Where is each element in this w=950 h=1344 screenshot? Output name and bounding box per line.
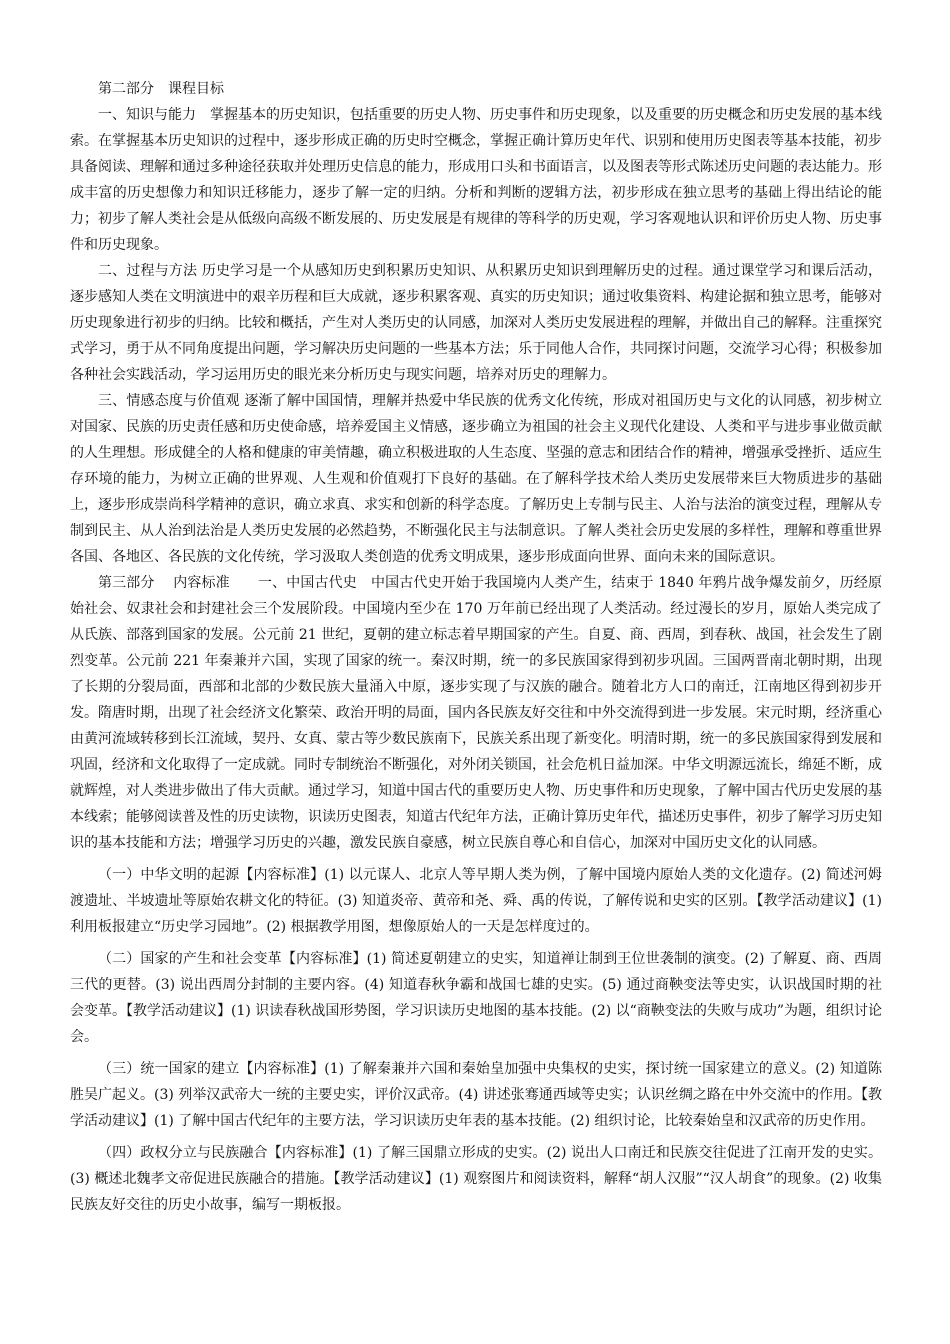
paragraph-process-method: 二、过程与方法 历史学习是一个从感知历史到积累历史知识、从积累历史知识到理解历史的过程。通过课堂学习和课后活动，逐步感知人类在文明演进中的艰辛历程和巨大成就，逐步积累客观、真实的历史知识；通过收集资料、构建论据和独立思考，能够对历史现象进行初步的归纳。比较和概括，产生对人类历史的认同感，加深对人类历史发展进程的理解，并做出自己的解释。注重探究式学习，勇于从不同角度提出问题，学习解决历史问题的一些基本方法；乐于同他人合作，共同探讨问题，交流学习心得；积极参加各种社会实践活动，学习运用历史的眼光来分析历史与现实问题，培养对历史的理解力。 [70,263,882,383]
paragraph-origin-of-civilization: （一）中华文明的起源【内容标准】(1) 以元谋人、北京人等早期人类为例，了解中国境内原始人类的文化遗存。(2) 简述河姆渡遗址、半坡遗址等原始农耕文化的特征。(3) 知道炎帝、黄帝和尧、舜、禹的传说，了解传说和史实的区别。【教学活动建议】(1) 利用板报建立“历史学习园地”。(2) 根据教学用图，想像原始人的一天是怎样度过的。 [70,867,882,935]
section-heading-course-goals: 第二部分 课程目标 [98,81,224,97]
paragraph-emotion-values: 三、情感态度与价值观 逐渐了解中国国情，理解并热爱中华民族的优秀文化传统，形成对祖国历史与文化的认同感，初步树立对国家、民族的历史责任感和历史使命感，培养爱国主义情感，逐步确立为祖国的社会主义现代化建设、人类和平与进步事业做贡献的人生理想。形成健全的人格和健康的审美情趣，确立积极进取的人生态度、坚强的意志和团结合作的精神，增强承受挫折、适应生存环境的能力，为树立正确的世界观、人生观和价值观打下良好的基础。在了解科学技术给人类历史发展带来巨大物质进步的基础上，逐步形成崇尚科学精神的意识，确立求真、求实和创新的科学态度。了解历史上专制与民主、人治与法治的演变过程，理解从专制到民主、从人治到法治是人类历史发展的必然趋势，不断强化民主与法制意识。了解人类社会历史发展的多样性，理解和尊重世界各国、各地区、各民族的文化传统，学习汲取人类创造的优秀文明成果，逐步形成面向世界、面向未来的国际意识。 [70,393,882,565]
paragraph-content-standards-ancient-china: 第三部分 内容标准 一、中国古代史 中国古代史开始于我国境内人类产生，结束于 1840 年鸦片战争爆发前夕，历经原始社会、奴隶社会和封建社会三个发展阶段。中国境内至少在 170 万年前已经出现了人类活动。经过漫长的岁月，原始人类完成了从氏族、部落到国家的发展。公元前 21 世纪，夏朝的建立标志着早期国家的产生。自夏、商、西周，到春秋、战国，社会发生了剧烈变革。公元前 221 年秦兼并六国，实现了国家的统一。秦汉时期，统一的多民族国家得到初步巩固。三国两晋南北朝时期，出现了长期的分裂局面，西部和北部的少数民族大量涌入中原，逐步实现了与汉族的融合。随着北方人口的南迁，江南地区得到初步开发。隋唐时期，出现了社会经济文化繁荣、政治开明的局面，国内各民族友好交往和中外交流得到进一步发展。宋元时期，经济重心由黄河流域转移到长江流域，契丹、女真、蒙古等少数民族南下，民族关系出现了新变化。明清时期，统一的多民族国家得到发展和巩固，经济和文化取得了一定成就。同时专制统治不断强化，对外闭关锁国，社会危机日益加深。中华文明源远流长，绵延不断，成就辉煌，对人类进步做出了伟大贡献。通过学习，知道中国古代的重要历史人物、历史事件和历史现象，了解中国古代历史发展的基本线索；能够阅读普及性的历史读物，识读历史图表，知道古代纪年方法，正确计算历史年代，描述历史事件，初步了解学习历史知识的基本技能和方法；增强学习历史的兴趣，激发民族自豪感，树立民族自尊心和自信心，加深对中国历史文化的认同感。 [70,575,882,851]
paragraph-unified-state: （三）统一国家的建立【内容标准】(1) 了解秦兼并六国和秦始皇加强中央集权的史实，探讨统一国家建立的意义。(2) 知道陈胜吴广起义。(3) 列举汉武帝大一统的主要史实，评价汉武帝。(4) 讲述张骞通西域等史实；认识丝绸之路在中外交流中的作用。【教学活动建议】(1) 了解中国古代纪年的主要方法，学习识读历史年表的基本技能。(2) 组织讨论，比较秦始皇和汉武帝的历史作用。 [70,1061,882,1129]
document-body [70,76,882,1218]
paragraph-state-and-social-change: （二）国家的产生和社会变革【内容标准】(1) 简述夏朝建立的史实，知道禅让制到王位世袭制的演变。(2) 了解夏、商、西周三代的更替。(3) 说出西周分封制的主要内容。(4) 知道春秋争霸和战国七雄的史实。(5) 通过商鞅变法等史实，认识战国时期的社会变革。【教学活动建议】(1) 识读春秋战国形势图，学习识读历史地图的基本技能。(2) 以“商鞅变法的失败与成功”为题，组织讨论会。 [70,951,882,1045]
paragraph-knowledge-ability: 一、知识与能力 掌握基本的历史知识，包括重要的历史人物、历史事件和历史现象，以及重要的历史概念和历史发展的基本线索。在掌握基本历史知识的过程中，逐步形成正确的历史时空概念，掌握正确计算历史年代、识别和使用历史图表等基本技能，初步具备阅读、理解和通过多种途径获取并处理历史信息的能力，形成用口头和书面语言，以及图表等形式陈述历史问题的表达能力。形成丰富的历史想像力和知识迁移能力，逐步了解一定的归纳。分析和判断的逻辑方法，初步形成在独立思考的基础上得出结论的能力；初步了解人类社会是从低级向高级不断发展的、历史发展是有规律的等科学的历史观，学习客观地认识和评价历史人物、历史事件和历史现象。 [70,107,882,253]
paragraph-division-and-fusion: （四）政权分立与民族融合【内容标准】(1) 了解三国鼎立形成的史实。(2) 说出人口南迁和民族交往促进了江南开发的史实。(3) 概述北魏孝文帝促进民族融合的措施。【教学活动建议】(1) 观察图片和阅读资料，解释“胡人汉服”“汉人胡食”的现象。(2) 收集民族友好交往的历史小故事，编写一期板报。 [70,1145,882,1213]
